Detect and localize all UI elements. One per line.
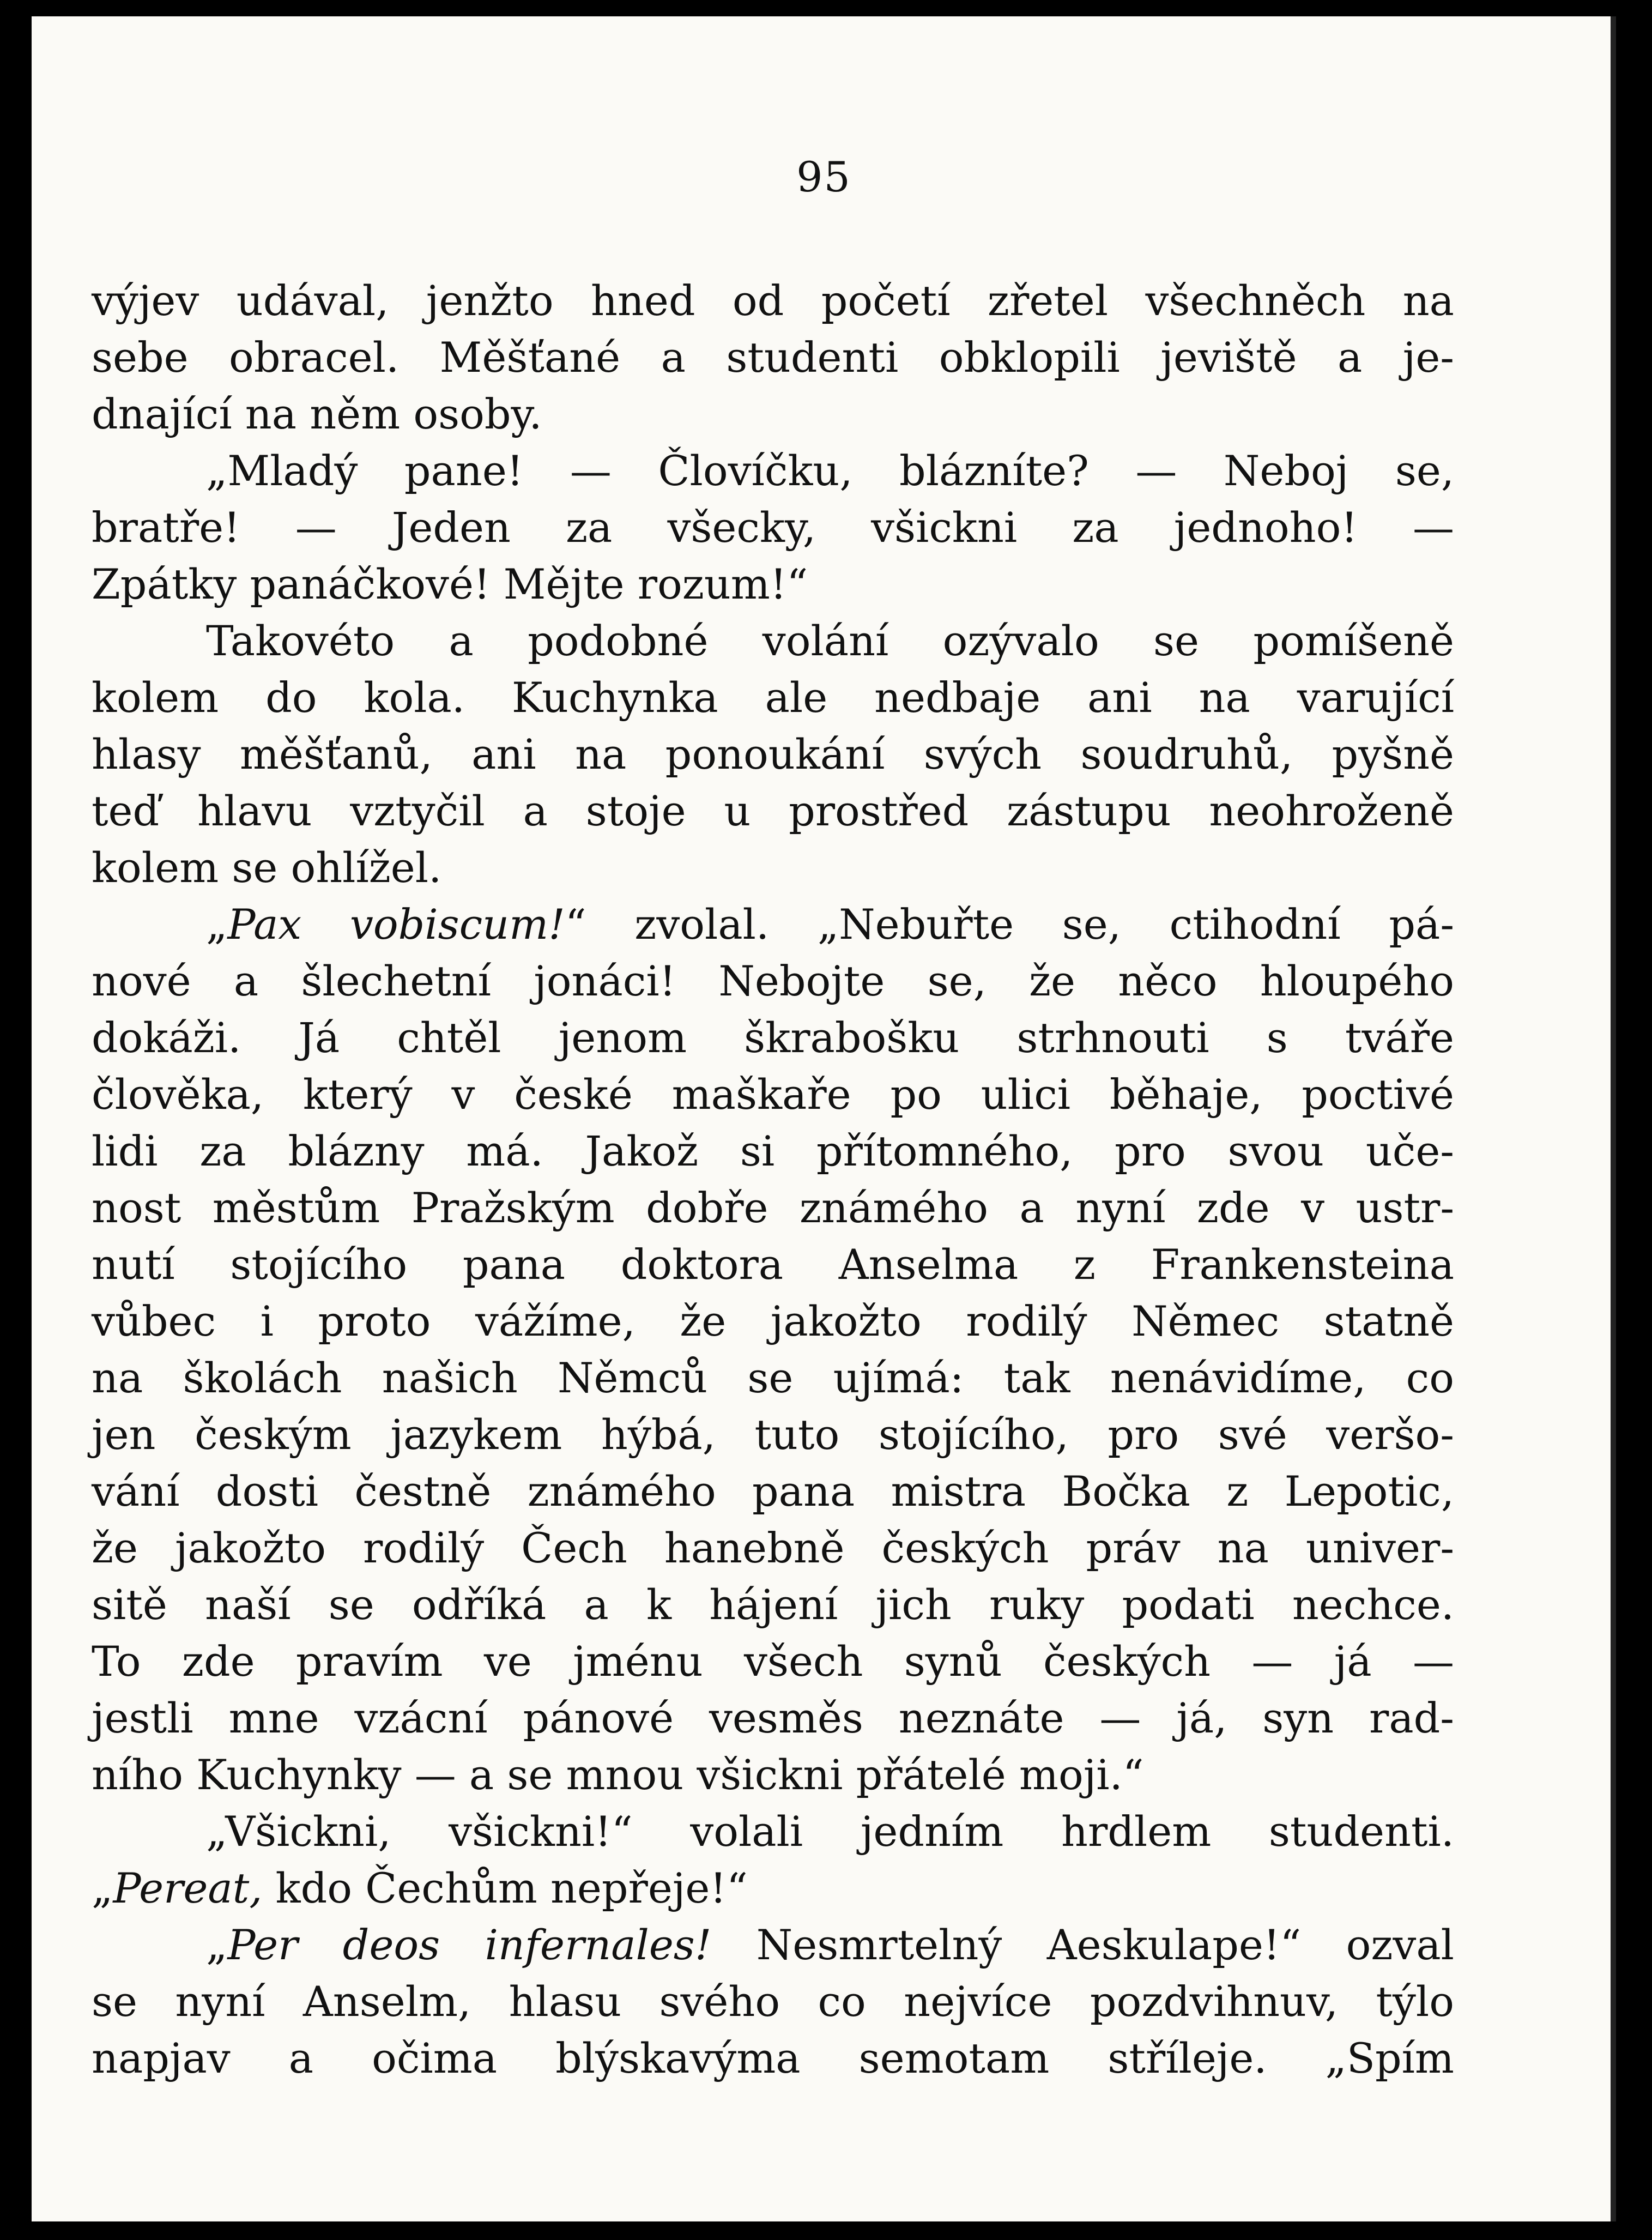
text-fragment: kdo Čechům nepřeje!“ (262, 1864, 748, 1912)
text-line: vání dosti čestně známého pana mistra Bočka z Lepotic, (92, 1467, 1454, 1516)
text-line: dnající na něm osoby. (92, 390, 542, 438)
text-line: kolem do kola. Kuchynka ale nedbaje ani na varující (92, 673, 1454, 722)
italic-fragment: Pax vobiscum! (227, 900, 565, 949)
scanned-page (32, 16, 1616, 2221)
text-line: To zde pravím ve jménu všech synů českých — já — (92, 1637, 1454, 1686)
text-line: ního Kuchynky — a se mnou všickni přátelé moji.“ (92, 1750, 1144, 1799)
page-number: 95 (796, 153, 851, 201)
text-line (92, 1917, 1454, 1973)
text-line: sitě naší se odříká a k hájení jich ruky podati nechce. (92, 1580, 1454, 1629)
text-line: Zpátky panáčkové! Mějte rozum!“ (92, 560, 808, 608)
italic-fragment: Pereat, (113, 1864, 263, 1912)
text-line: nost městům Pražským dobře známého a nyní zde v ustr- (92, 1184, 1454, 1232)
text-line: teď hlavu vztyčil a stoje u prostřed zástupu neohroženě (92, 787, 1454, 835)
text-line: lidi za blázny má. Jakož si přítomného, pro svou uče- (92, 1127, 1454, 1175)
text-line (92, 1860, 1454, 1917)
text-line: jestli mne vzácní pánové vesměs neznáte — já, syn rad- (92, 1694, 1454, 1742)
text-line: dokáži. Já chtěl jenom škrabošku strhnouti s tváře (92, 1013, 1454, 1062)
text-fragment: “ zvolal. „Nebuřte se, ctihodní pá- (565, 900, 1454, 949)
text-line: výjev udával, jenžto hned od početí zřetel všechněch na (92, 276, 1454, 325)
text-fragment: Nesmrtelný Aeskulape!“ ozval (711, 1921, 1454, 1969)
text-line (92, 896, 1454, 953)
italic-fragment: Per deos infernales! (227, 1921, 712, 1969)
text-line: nutí stojícího pana doktora Anselma z Frankensteina (92, 1240, 1454, 1289)
text-line: bratře! — Jeden za všecky, všickni za jednoho! — (92, 503, 1454, 552)
text-line: „Mladý pane! — Človíčku, blázníte? — Neboj se, (206, 446, 1454, 495)
text-line: napjav a očima blýskavýma semotam stříleje. „Spím (92, 2034, 1454, 2082)
text-line: nové a šlechetní jonáci! Nebojte se, že něco hloupého (92, 957, 1454, 1005)
text-fragment: „ (92, 1864, 113, 1912)
body-text (92, 273, 1454, 2087)
text-line: že jakožto rodilý Čech hanebně českých práv na univer- (92, 1524, 1454, 1572)
text-line: sebe obracel. Měšťané a studenti obklopili jeviště a je- (92, 333, 1454, 382)
text-line: jen českým jazykem hýbá, tuto stojícího, pro své veršo- (92, 1410, 1454, 1459)
text-line: člověka, který v české maškaře po ulici běhaje, poctivé (92, 1070, 1454, 1119)
text-line: Takovéto a podobné volání ozývalo se pomíšeně (206, 617, 1454, 665)
text-line: se nyní Anselm, hlasu svého co nejvíce pozdvihnuv, týlo (92, 1977, 1454, 2026)
text-line: na školách našich Němců se ujímá: tak nenávidíme, co (92, 1354, 1454, 1402)
text-line: „Všickni, všickni!“ volali jedním hrdlem studenti. (206, 1807, 1454, 1856)
text-fragment: „ (206, 900, 228, 949)
text-fragment: „ (206, 1921, 228, 1969)
text-line: kolem se ohlížel. (92, 843, 442, 892)
text-line: vůbec i proto vážíme, že jakožto rodilý Němec statně (92, 1297, 1454, 1345)
text-line: hlasy měšťanů, ani na ponoukání svých soudruhů, pyšně (92, 730, 1454, 778)
